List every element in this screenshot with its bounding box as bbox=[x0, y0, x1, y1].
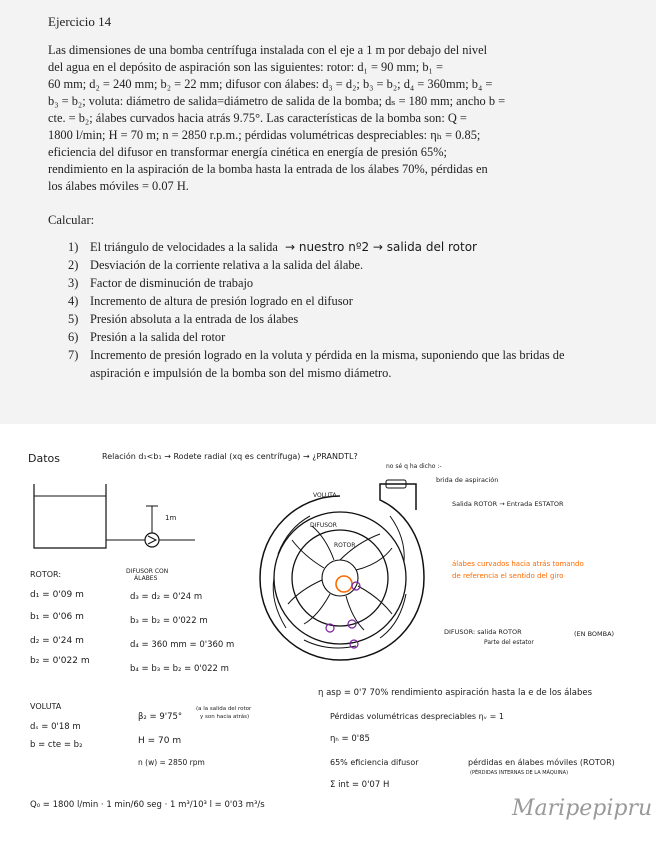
perdidas-sub-note: (PÉRDIDAS INTERNAS DE LA MÁQUINA) bbox=[470, 770, 569, 776]
question-number: 7) bbox=[68, 348, 79, 362]
orange-note-1: álabes curvados hacia atrás tomando bbox=[452, 560, 584, 568]
question-text: El triángulo de velocidades a la salida bbox=[90, 240, 278, 254]
salida-rotor-note: Salida ROTOR → Entrada ESTATOR bbox=[452, 500, 564, 508]
statement-line: Las dimensiones de una bomba centrífuga instalada con el eje a 1 m por debajo del nivel bbox=[48, 43, 488, 57]
statement-line: cte. = b₂; álabes curvados hacia atrás 9.75°. Las características de la bomba son: Q = bbox=[48, 111, 467, 125]
pump-section-drawing bbox=[240, 478, 440, 678]
exercise-title: Ejercicio 14 bbox=[48, 14, 112, 29]
rotor-value: b₂ = 0'022 m bbox=[30, 656, 90, 666]
handwritten-answer-1: → nuestro nº2 → salida del rotor bbox=[284, 240, 477, 254]
difusor-value: b₄ = b₃ = b₂ = 0'022 m bbox=[130, 664, 229, 674]
voluta-value: dₛ = 0'18 m bbox=[30, 722, 81, 732]
speed-value: n (w) = 2850 rpm bbox=[138, 758, 205, 767]
question-item bbox=[68, 310, 588, 328]
difusor-value: b₃ = b₂ = 0'022 m bbox=[130, 616, 208, 626]
exercise-statement bbox=[48, 42, 608, 195]
brida-label: brida de aspiración bbox=[436, 476, 499, 484]
difusor-heading-2: ÁLABES bbox=[134, 575, 158, 582]
question-text: Factor de disminución de trabajo bbox=[90, 276, 254, 290]
eta-asp-note: η asp = 0'7 70% rendimiento aspiración hasta la e de los álabes bbox=[318, 688, 593, 698]
statement-line: rendimiento en la aspiración de la bomba hasta la entrada de los álabes 70%, pérdidas en bbox=[48, 162, 488, 176]
relacion-subnote: no sé q ha dicho :- bbox=[386, 463, 442, 470]
question-text: Presión absoluta a la entrada de los álabes bbox=[90, 312, 299, 326]
rotor-value: d₁ = 0'09 m bbox=[30, 590, 84, 600]
statement-line: los álabes móviles = 0.07 H. bbox=[48, 179, 189, 193]
statement-line: del agua en el depósito de aspiración son las siguientes: rotor: d₁ = 90 mm; b₁ = bbox=[48, 60, 443, 74]
question-number: 3) bbox=[68, 276, 79, 290]
question-item bbox=[68, 238, 588, 256]
beta-note-2: y son hacia atrás) bbox=[200, 714, 250, 720]
question-text: Incremento de presión logrado en la voluta y pérdida en la misma, suponiendo que las bridas de aspiración e impulsión de la bomba son del mismo diámetro. bbox=[90, 348, 565, 380]
height-label: 1m bbox=[165, 514, 177, 522]
question-number: 5) bbox=[68, 312, 79, 326]
question-text: Desviación de la corriente relativa a la salida del álabe. bbox=[90, 258, 364, 272]
question-list bbox=[68, 238, 588, 382]
beta-angle: β₂ = 9'75° bbox=[138, 712, 183, 722]
difusor-value: d₃ = d₂ = 0'24 m bbox=[130, 592, 203, 602]
perdidas-note: Pérdidas volumétricas despreciables ηᵥ = 1 bbox=[330, 712, 504, 721]
question-item bbox=[68, 274, 588, 292]
signature: Maripepipru bbox=[512, 796, 653, 821]
question-item bbox=[68, 328, 588, 346]
difusor-note-1: DIFUSOR: salida ROTOR bbox=[444, 628, 522, 636]
datos-heading: Datos bbox=[28, 452, 60, 465]
question-number: 2) bbox=[68, 258, 79, 272]
difusor-heading: DIFUSOR CON bbox=[126, 568, 169, 575]
difusor-note-2: Parte del estator bbox=[484, 639, 534, 646]
question-item bbox=[68, 292, 588, 310]
rotor-heading: ROTOR: bbox=[30, 570, 62, 579]
question-text: Incremento de altura de presión logrado en el difusor bbox=[90, 294, 353, 308]
rotor-value: d₂ = 0'24 m bbox=[30, 636, 84, 646]
difusor-label: DIFUSOR bbox=[310, 522, 337, 529]
flow-conversion: Q₀ = 1800 l/min · 1 min/60 seg · 1 m³/10³ l = 0'03 m³/s bbox=[30, 800, 265, 810]
eta-h-note: ηₕ = 0'85 bbox=[330, 734, 370, 744]
question-item bbox=[68, 346, 588, 382]
question-item bbox=[68, 256, 588, 274]
question-number: 4) bbox=[68, 294, 79, 308]
question-number: 1) bbox=[68, 240, 79, 254]
relacion-note: Relación d₁<b₁ → Rodete radial (xq es centrífuga) → ¿PRANDTL? bbox=[102, 452, 358, 461]
en-bomba-note: (EN BOMBA) bbox=[574, 630, 615, 638]
beta-note-1: (a la salida del rotor bbox=[196, 706, 252, 712]
difusor-value: d₄ = 360 mm = 0'360 m bbox=[130, 640, 235, 650]
z-int-note: Σ int = 0'07 H bbox=[330, 780, 390, 790]
statement-line: 1800 l/min; H = 70 m; n = 2850 r.p.m.; pérdidas volumétricas despreciables: ηₕ = 0.85; bbox=[48, 128, 481, 142]
voluta-heading: VOLUTA bbox=[30, 702, 62, 711]
head-value: H = 70 m bbox=[138, 736, 182, 746]
eficiencia-note: 65% eficiencia difusor bbox=[330, 758, 419, 767]
rotor-value: b₁ = 0'06 m bbox=[30, 612, 84, 622]
question-number: 6) bbox=[68, 330, 79, 344]
orange-note-2: de referencia el sentido del giro bbox=[452, 572, 564, 580]
calc-heading: Calcular: bbox=[48, 213, 95, 227]
voluta-label: VOLUTA bbox=[313, 492, 337, 499]
rotor-label: ROTOR bbox=[334, 542, 356, 549]
question-text: Presión a la salida del rotor bbox=[90, 330, 226, 344]
statement-line: 60 mm; d₂ = 240 mm; b₂ = 22 mm; difusor con álabes: d₃ = d₂; b₃ = b₂; d₄ = 360mm; b₄ = bbox=[48, 77, 493, 91]
perdidas-alabes-note: pérdidas en álabes móviles (ROTOR) bbox=[468, 758, 615, 767]
statement-line: eficiencia del difusor en transformar energía cinética en energía de presión 65%; bbox=[48, 145, 447, 159]
voluta-value: b = cte = b₂ bbox=[30, 740, 83, 750]
statement-line: b₃ = b₂; voluta: diámetro de salida=diámetro de salida de la bomba; dₛ = 180 mm; ancho b = bbox=[48, 94, 506, 108]
